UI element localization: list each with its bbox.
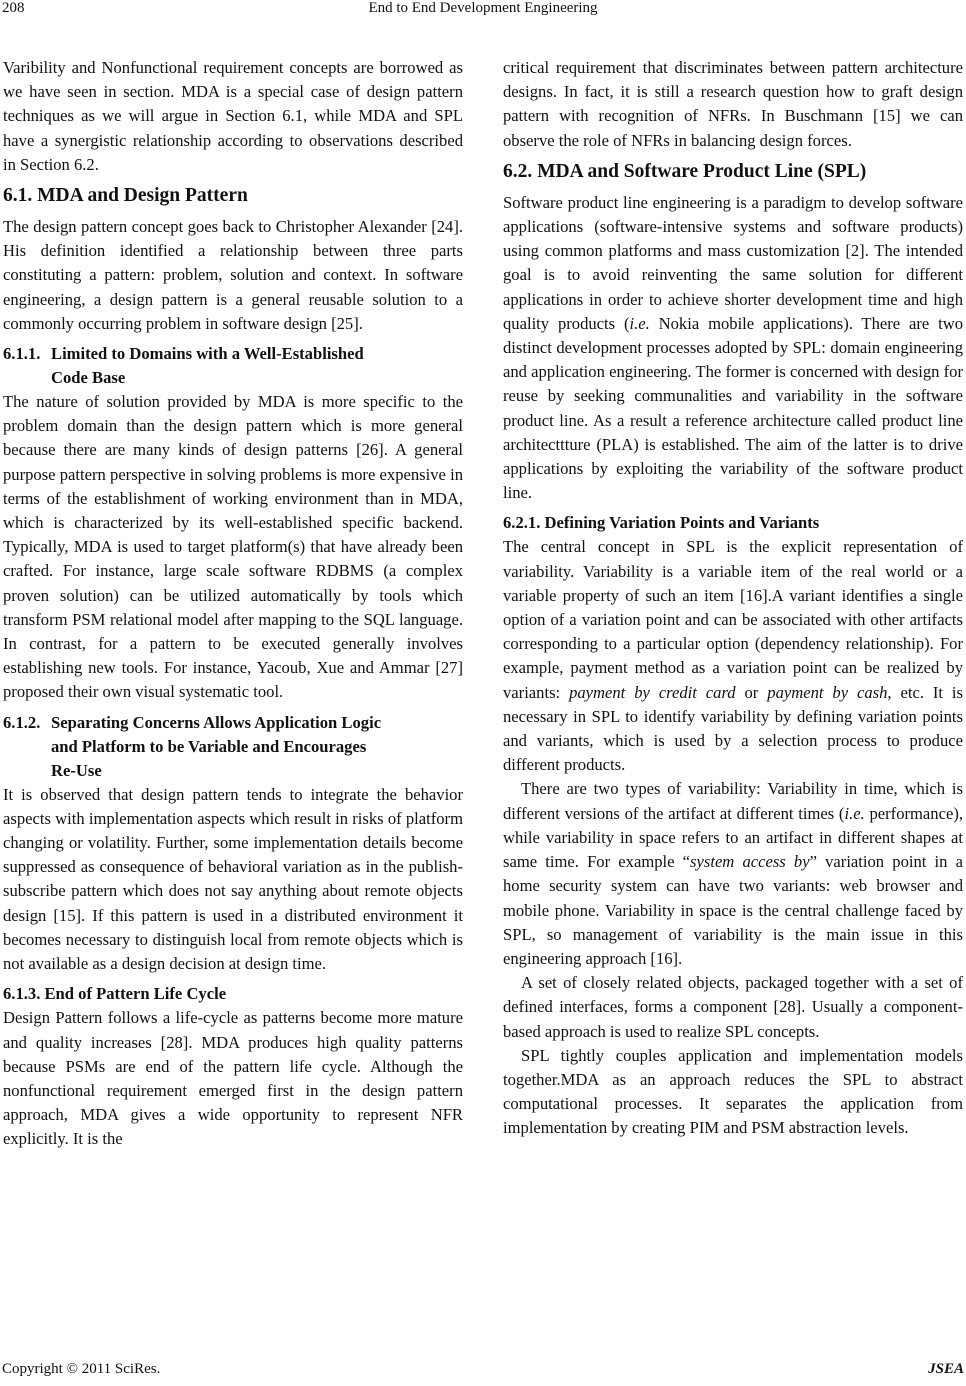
text-run: There are two types of variability: Variability in time, which is different versions of the artifact at different times ( [503, 779, 963, 823]
italic-text: system access by [690, 852, 810, 872]
right-column [503, 56, 963, 1141]
subsection-6-1-3-paragraph: Design Pattern follows a life-cycle as patterns become more mature and quality increases [28]. MDA produces high quality patterns because PSMs are end of the pattern life cycle. Although the nonfunctional requirement emerged first in the design pattern approach, MDA gives a wide opportunity to represent NFR explicitly. It is the [3, 1008, 463, 1149]
text-run: Nokia mobile applications). There are two distinct development processes adopted by SPL: domain engineering and application engineering. The former is concerned with design for reuse by seeking communalities and variability in the software product line. As a result a reference architecture called product line architecttture (PLA) is established. The aim of the latter is to drive applications by exploiting the variability of the software product line. [503, 313, 964, 503]
copyright-notice: Copyright © 2011 SciRes. [2, 1361, 161, 1377]
text-run: performance), while variability in space refers to an artifact in different shapes at same time. For example “ [503, 803, 963, 872]
component-paragraph: A set of closely related objects, packaged together with a set of defined interfaces, forms a component [28]. Usually a component-based approach is used to realize SPL concepts. [503, 973, 963, 1041]
section-6-1-paragraph: The design pattern concept goes back to Christopher Alexander [24]. His definition identified a relationship between three parts constituting a pattern: problem, solution and context. In software engineering, a design pattern is a general reusable solution to a commonly occurring problem in software design [25]. [3, 217, 463, 333]
spl-mda-paragraph: SPL tightly couples application and implementation models together.MDA as an approach reduces the SPL to abstract computational processes. It separates the application from implementation by creating PIM and PSM abstraction levels. [503, 1045, 963, 1138]
running-title: End to End Development Engineering [368, 0, 598, 16]
intro-paragraph: Varibility and Nonfunctional requirement concepts are borrowed as we have seen in section. MDA is a special case of design pattern techniques as we will argue in Section 6.1, while MDA and SPL have a synergistic relationship according to observations described in Section 6.2. [3, 58, 463, 174]
text-run: or [735, 682, 768, 702]
heading-line: Limited to Domains with a Well-Established [51, 344, 364, 364]
continued-paragraph: critical requirement that discriminates between pattern architecture designs. In fact, it is still a research question how to graft design pattern with recognition of NFRs. In Buschmann [15] we can observe the role of NFRs in balancing design forces. [503, 58, 963, 150]
journal-abbreviation: JSEA [928, 1361, 964, 1377]
subsection-6-2-1-paragraph [503, 535, 963, 777]
italic-text: i.e. [844, 803, 865, 823]
variability-types-paragraph [503, 777, 963, 971]
subsection-number: 6.1.1. [3, 344, 41, 364]
section-6-2-heading: 6.2. MDA and Software Product Line (SPL) [503, 160, 867, 182]
heading-line: Re-Use [51, 760, 102, 780]
italic-text: i.e. [629, 313, 650, 333]
section-6-2-paragraph [503, 191, 963, 506]
subsection-number: 6.1.2. [3, 712, 41, 732]
subsection-6-1-3-heading: 6.1.3. End of Pattern Life Cycle [3, 984, 227, 1004]
subsection-6-2-1-heading: 6.2.1. Defining Variation Points and Variants [503, 513, 820, 533]
left-column [3, 56, 463, 1152]
text-run: The central concept in SPL is the explicit representation of variability. Variability is a variable item of the real world or a variable property of such an item [16].A variant identifies a single option of a variation point and can be associated with other artifacts corresponding to a particular option (dependency relationship). For example, payment method as a variation point can be realized by variants: [503, 537, 963, 702]
text-run: , etc. It is necessary in SPL to identify variability by defining variation points and variants, which is used by a selection process to produce different products. [503, 682, 964, 775]
italic-text: payment by credit card [569, 682, 736, 702]
subsection-6-1-2-paragraph: It is observed that design pattern tends to integrate the behavior aspects with implementation aspects which result in risks of platform changing or volatility. Further, some implementation details become suppressed as consequence of behavioral variation as in the publish-subscribe pattern which does not say anything about remote objects design [15]. If this pattern is used in a distributed environment it becomes necessary to distinguish local from remote objects which is not available as a design decision at design time. [3, 784, 463, 974]
subsection-6-1-1-heading [3, 342, 463, 390]
section-6-1-heading: 6.1. MDA and Design Pattern [3, 185, 248, 207]
heading-line: Separating Concerns Allows Application Logic [51, 712, 382, 732]
page-number: 208 [2, 0, 25, 16]
heading-line: Code Base [51, 368, 126, 388]
subsection-6-1-1-paragraph: The nature of solution provided by MDA is more specific to the problem domain than the design pattern which is more general because there are many kinds of design patterns [26]. A general purpose pattern perspective in solving problems is more expensive in terms of the establishment of working environment than in MDA, which is characterized by its well-established specific backend. Typically, MDA is used to target platform(s) that have already been crafted. For instance, large scale software RDBMS (a complex proven solution) can be utilized automatically by tools which transform PSM relational model after mapping to the SQL language. In contrast, for a pattern to be executed generally involves establishing new tools. For instance, Yacoub, Xue and Ammar [27] proposed their own visual systematic tool. [3, 392, 463, 702]
page-header [0, 0, 966, 22]
text-run: ” variation point in a home security system can have two variants: web browser and mobile phone. Variability in space is the central challenge faced by SPL, so management of variability is the main issue in this engineering approach [16]. [503, 852, 963, 968]
heading-line: and Platform to be Variable and Encourages [51, 736, 367, 756]
italic-text: payment by cash [767, 682, 888, 702]
text-run: Software product line engineering is a paradigm to develop software applications (software-intensive systems and software products) using common platforms and mass customization [2]. The intended goal is to avoid reinventing the same solution for different applications in order to achieve shorter development time and high quality products ( [503, 192, 963, 333]
page-footer [2, 1361, 964, 1378]
subsection-6-1-2-heading [3, 711, 463, 783]
